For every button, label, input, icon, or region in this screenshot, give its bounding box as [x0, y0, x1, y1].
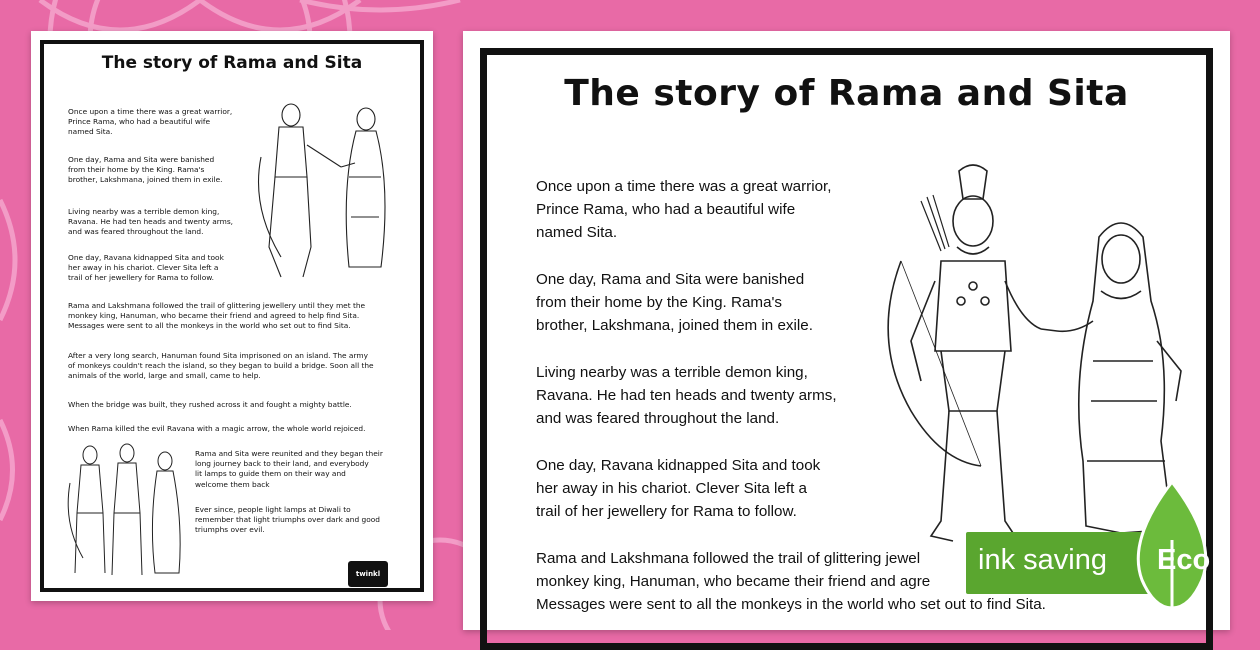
small-paragraph-1: Once upon a time there was a great warrior, Prince Rama, who had a beautiful wife named Sita.: [68, 107, 233, 137]
eco-text: ink saving: [978, 544, 1107, 576]
paragraph-1: Once upon a time there was a great warrior, Prince Rama, who had a beautiful wife named Sita.: [536, 178, 832, 241]
eco-label: Eco: [1157, 544, 1211, 576]
small-paragraph-2: One day, Rama and Sita were banished from their home by the King. Rama's brother, Lakshmana, joined them in exile.: [68, 155, 223, 185]
small-paragraph-6: After a very long search, Hanuman found Sita imprisoned on an island. The army of monkeys couldn't reach the island, so they began to build a bridge. Soon all the animals of the world, large and small, came to help.: [68, 351, 374, 381]
small-paragraph-8: When Rama killed the evil Ravana with a magic arrow, the whole world rejoiced.: [68, 424, 366, 433]
small-paragraph-7: When the bridge was built, they rushed across it and fought a mighty battle.: [68, 400, 352, 409]
small-page-title: The story of Rama and Sita: [101, 53, 363, 73]
eco-badge: [966, 530, 1226, 598]
three-figures-illustration: [65, 443, 190, 583]
small-paragraph-9: Rama and Sita were reunited and they began their long journey back to their land, and everybody lit lamps to guide them on their way and welcome them back: [195, 449, 383, 489]
small-paragraph-3: Living nearby was a terrible demon king, Ravana. He had ten heads and twenty arms, and was feared throughout the land.: [68, 207, 234, 237]
paragraph-2: One day, Rama and Sita were banished from their home by the King. Rama's brother, Lakshmana, joined them in exile.: [536, 271, 813, 334]
paragraph-4: One day, Ravana kidnapped Sita and took her away in his chariot. Clever Sita left a trail of her jewellery for Rama to follow.: [536, 457, 821, 520]
worksheet-thumbnail: [31, 31, 433, 601]
small-paragraph-10: Ever since, people light lamps at Diwali to remember that light triumphs over dark and good triumphs over evil.: [195, 505, 380, 535]
page-title: The story of Rama and Sita: [564, 73, 1129, 114]
rama-sita-illustration-small: [251, 97, 416, 287]
small-paragraph-4: One day, Ravana kidnapped Sita and took her away in his chariot. Clever Sita left a trail of her jewellery for Rama to follow.: [68, 253, 224, 283]
twinkl-logo: twinkl: [348, 561, 388, 587]
small-paragraph-5: Rama and Lakshmana followed the trail of glittering jewellery until they met the monkey king, Hanuman, who became their friend and agreed to help find Sita. Messages were sent to all the monkeys in the world who set out to find Sita.: [68, 301, 366, 331]
paragraph-3: Living nearby was a terrible demon king, Ravana. He had ten heads and twenty arms, and was feared throughout the land.: [536, 364, 837, 427]
paragraph-5: Rama and Lakshmana followed the trail of glittering jewel monkey king, Hanuman, who became their friend and agre Messages were sent to all the monkeys in the world who set out to find Sita.: [536, 550, 1046, 613]
